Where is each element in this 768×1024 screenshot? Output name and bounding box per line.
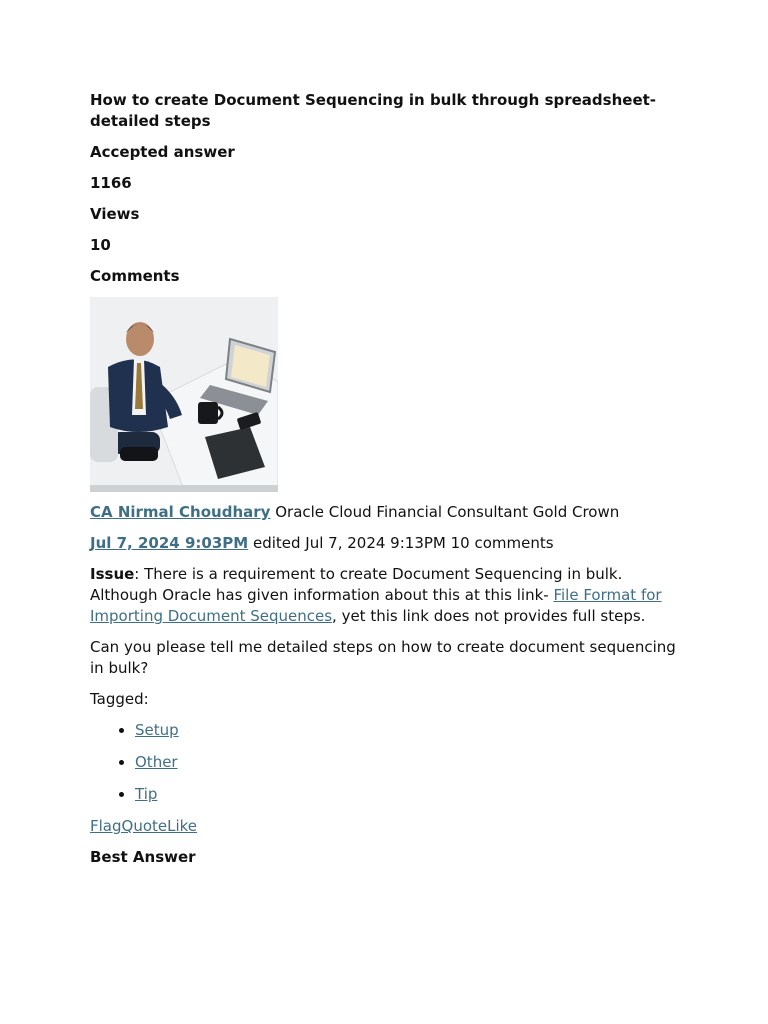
issue-label: Issue <box>90 565 135 583</box>
tag-item <box>135 752 680 773</box>
tagged-label: Tagged: <box>90 690 149 708</box>
views-count: 1166 <box>90 174 132 192</box>
post-date-link[interactable]: Jul 7, 2024 9:03PM <box>90 534 249 552</box>
tag-tip-link[interactable]: Tip <box>135 785 158 803</box>
question-paragraph: Can you please tell me detailed steps on how to create document sequencing in bulk? <box>90 638 676 677</box>
quote-link[interactable]: Quote <box>121 817 168 835</box>
issue-text-2: , yet this link does not provides full steps. <box>332 607 646 625</box>
tag-other-link[interactable]: Other <box>135 753 178 771</box>
best-answer-heading: Best Answer <box>90 848 196 866</box>
author-role: Oracle Cloud Financial Consultant Gold Crown <box>275 503 620 521</box>
comments-count: 10 <box>90 236 111 254</box>
tag-item <box>135 720 680 741</box>
author-photo-icon <box>90 297 278 492</box>
issue-paragraph <box>90 564 680 627</box>
views-label: Views <box>90 205 140 223</box>
post-meta <box>90 533 680 554</box>
comments-label: Comments <box>90 267 180 285</box>
author-name-link[interactable]: CA Nirmal Choudhary <box>90 503 271 521</box>
tag-setup-link[interactable]: Setup <box>135 721 179 739</box>
tag-item <box>135 784 680 805</box>
discussion-post <box>90 90 680 868</box>
accepted-answer-label: Accepted answer <box>90 143 235 161</box>
author-line <box>90 502 680 523</box>
tag-list <box>90 720 680 805</box>
edited-info: edited Jul 7, 2024 9:13PM 10 comments <box>252 534 554 552</box>
author-avatar[interactable] <box>90 297 278 492</box>
post-title: How to create Document Sequencing in bulk through spreadsheet- detailed steps <box>90 91 657 130</box>
like-link[interactable]: Like <box>167 817 198 835</box>
flag-link[interactable]: Flag <box>90 817 122 835</box>
post-actions <box>90 816 680 837</box>
issue-text-1: : There is a requirement to create Document Sequencing in bulk. Although Oracle has given information about this at this link- <box>90 565 623 604</box>
file-format-link[interactable]: File Format for Importing Document Sequences <box>90 586 662 625</box>
